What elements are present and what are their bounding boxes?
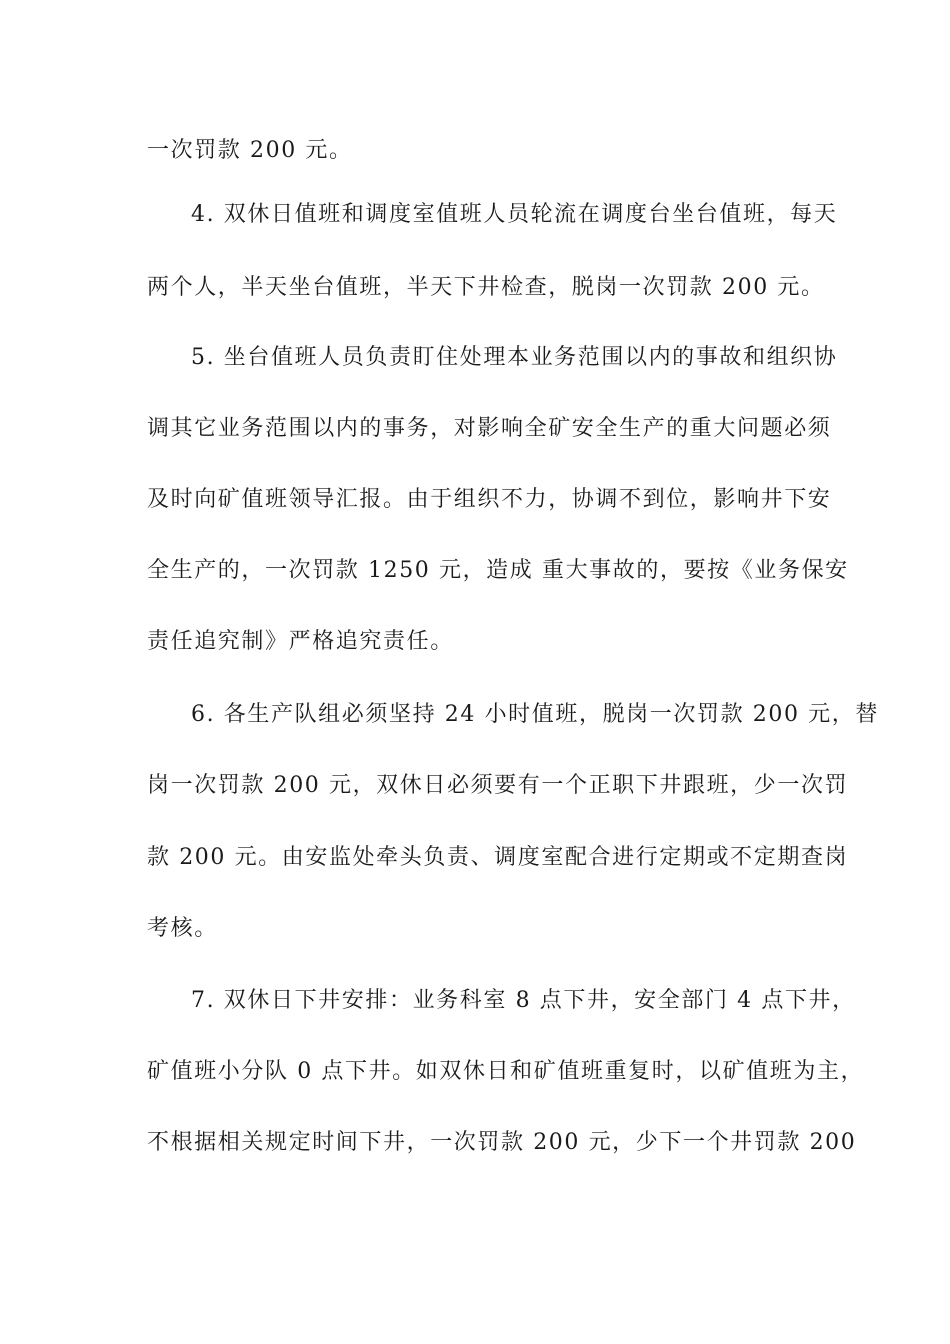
clause-5-line-5: 责任追究制》严格追究责任。 xyxy=(147,629,454,654)
clause-4-line-2: 两个人，半天坐台值班，半天下井检查，脱岗一次罚款 200 元。 xyxy=(147,275,825,300)
clause-4-line-1: 4. 双休日值班和调度室值班人员轮流在调度台坐台值班，每天 xyxy=(191,202,838,227)
clause-7-line-2: 矿值班小分队 0 点下井。如双休日和矿值班重复时，以矿值班为主， xyxy=(147,1059,865,1084)
clause-7-line-3: 不根据相关规定时间下井，一次罚款 200 元，少下一个井罚款 200 xyxy=(147,1130,857,1155)
clause-5-line-2: 调其它业务范围以内的事务，对影响全矿安全生产的重大问题必须 xyxy=(147,416,832,441)
clause-6-line-3: 款 200 元。由安监处牵头负责、调度室配合进行定期或不定期查岗 xyxy=(147,845,849,870)
clause-6-line-4: 考核。 xyxy=(147,916,218,941)
clause-6-line-1: 6. 各生产队组必须坚持 24 小时值班，脱岗一次罚款 200 元，替 xyxy=(191,702,879,727)
clause-7-line-1: 7. 双休日下井安排：业务科室 8 点下井，安全部门 4 点下井， xyxy=(191,988,856,1013)
clause-6-line-2: 岗一次罚款 200 元，双休日必须要有一个正职下井跟班，少一次罚 xyxy=(147,773,849,798)
clause-5-line-4: 全生产的，一次罚款 1250 元，造成 重大事故的，要按《业务保安 xyxy=(147,558,849,583)
text-line-1: 一次罚款 200 元。 xyxy=(147,138,353,163)
clause-5-line-3: 及时向矿值班领导汇报。由于组织不力，协调不到位，影响井下安 xyxy=(147,487,832,512)
clause-5-line-1: 5. 坐台值班人员负责盯住处理本业务范围以内的事故和组织协 xyxy=(191,345,838,370)
